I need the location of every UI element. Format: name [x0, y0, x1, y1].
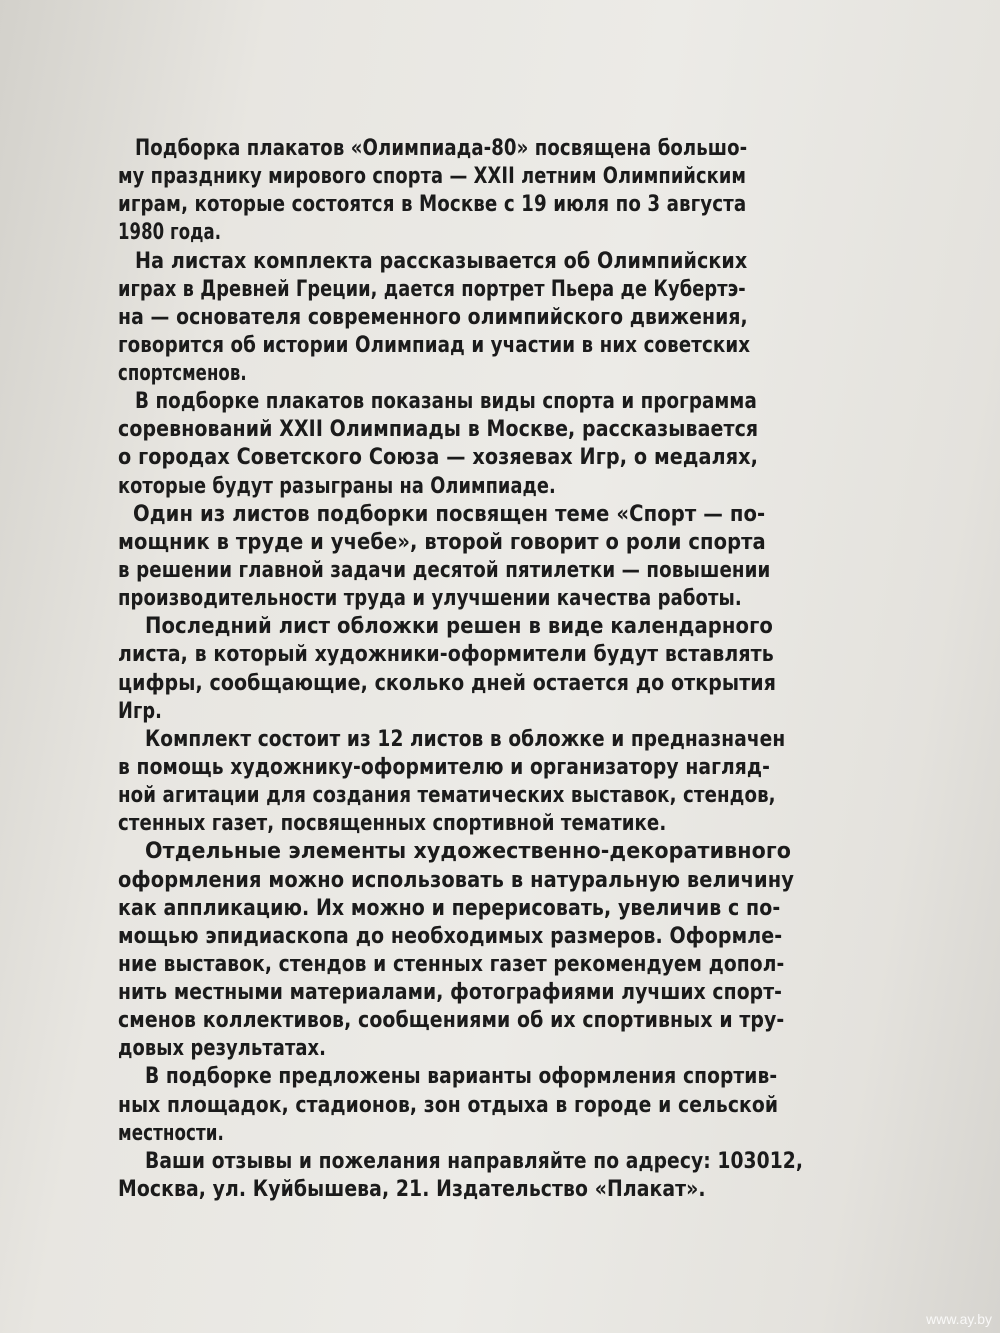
text-line: В подборке плакатов показаны виды спорта и программа — [135, 389, 757, 414]
text-line: На листах комплекта рассказывается об Олимпийских — [135, 249, 748, 274]
text-line: му празднику мирового спорта — XXII летним Олимпийским — [118, 164, 747, 189]
text-line: Подборка плакатов «Олимпиада-80» посвящена большо- — [135, 136, 748, 161]
text-line: как аппликацию. Их можно и перерисовать, увеличив с по- — [118, 896, 781, 921]
text-line: мощник в труде и учебе», второй говорит о роли спорта — [118, 530, 766, 555]
text-line: спортсменов. — [118, 361, 247, 386]
text-line: местности. — [118, 1121, 224, 1146]
text-line: довых результатах. — [118, 1036, 327, 1061]
text-line: говорится об истории Олимпиад и участии в них советских — [118, 333, 751, 358]
text-line: Комплект состоит из 12 листов в обложке и предназначен — [145, 727, 786, 752]
text-line: листа, в который художники-оформители будут вставлять — [118, 642, 774, 667]
watermark: www.ay.by — [926, 1311, 992, 1327]
text-line: производительности труда и улучшении качества работы. — [118, 586, 742, 611]
text-line: цифры, сообщающие, сколько дней остается до открытия — [118, 671, 777, 696]
text-line: Москва, ул. Куйбышева, 21. Издательство «Плакат». — [118, 1177, 706, 1202]
text-line: нить местными материалами, фотографиями лучших спорт- — [118, 980, 783, 1005]
text-line: Ваши отзывы и пожелания направляйте по адресу: 103012, — [145, 1149, 804, 1174]
text-line: о городах Советского Союза — хозяевах Игр, о медалях, — [118, 445, 759, 470]
text-line: в решении главной задачи десятой пятилетки — повышении — [118, 558, 771, 583]
text-line: играм, которые состоятся в Москве с 19 июля по 3 августа — [118, 192, 747, 217]
text-line: ние выставок, стендов и стенных газет рекомендуем допол- — [118, 952, 785, 977]
text-line: Последний лист обложки решен в виде календарного — [145, 614, 774, 639]
text-line: сменов коллективов, сообщениями об их спортивных и тру- — [118, 1008, 785, 1033]
text-line: 1980 года. — [118, 220, 222, 245]
text-line: на — основателя современного олимпийского движения, — [118, 305, 748, 330]
text-line: ной агитации для создания тематических выставок, стендов, — [118, 783, 776, 808]
text-line: оформления можно использовать в натуральную величину — [118, 868, 794, 893]
text-line: соревнований XXII Олимпиады в Москве, рассказывается — [118, 417, 759, 442]
text-line: в помощь художнику-оформителю и организатору нагляд- — [118, 755, 771, 780]
text-line: Отдельные элементы художественно-декоративного — [145, 839, 792, 864]
text-line: которые будут разыграны на Олимпиаде. — [118, 474, 556, 499]
text-line: мощью эпидиаскопа до необходимых размеров. Оформле- — [118, 924, 783, 949]
text-line: Один из листов подборки посвящен теме «Спорт — по- — [133, 502, 766, 527]
text-line: ных площадок, стадионов, зон отдыха в городе и сельской — [118, 1093, 779, 1118]
text-line: В подборке предложены варианты оформления спортив- — [145, 1064, 778, 1089]
text-line: Игр. — [118, 699, 162, 724]
text-line: играх в Древней Греции, дается портрет Пьера де Кубертэ- — [118, 277, 746, 302]
text-line: стенных газет, посвященных спортивной тематике. — [118, 811, 667, 836]
